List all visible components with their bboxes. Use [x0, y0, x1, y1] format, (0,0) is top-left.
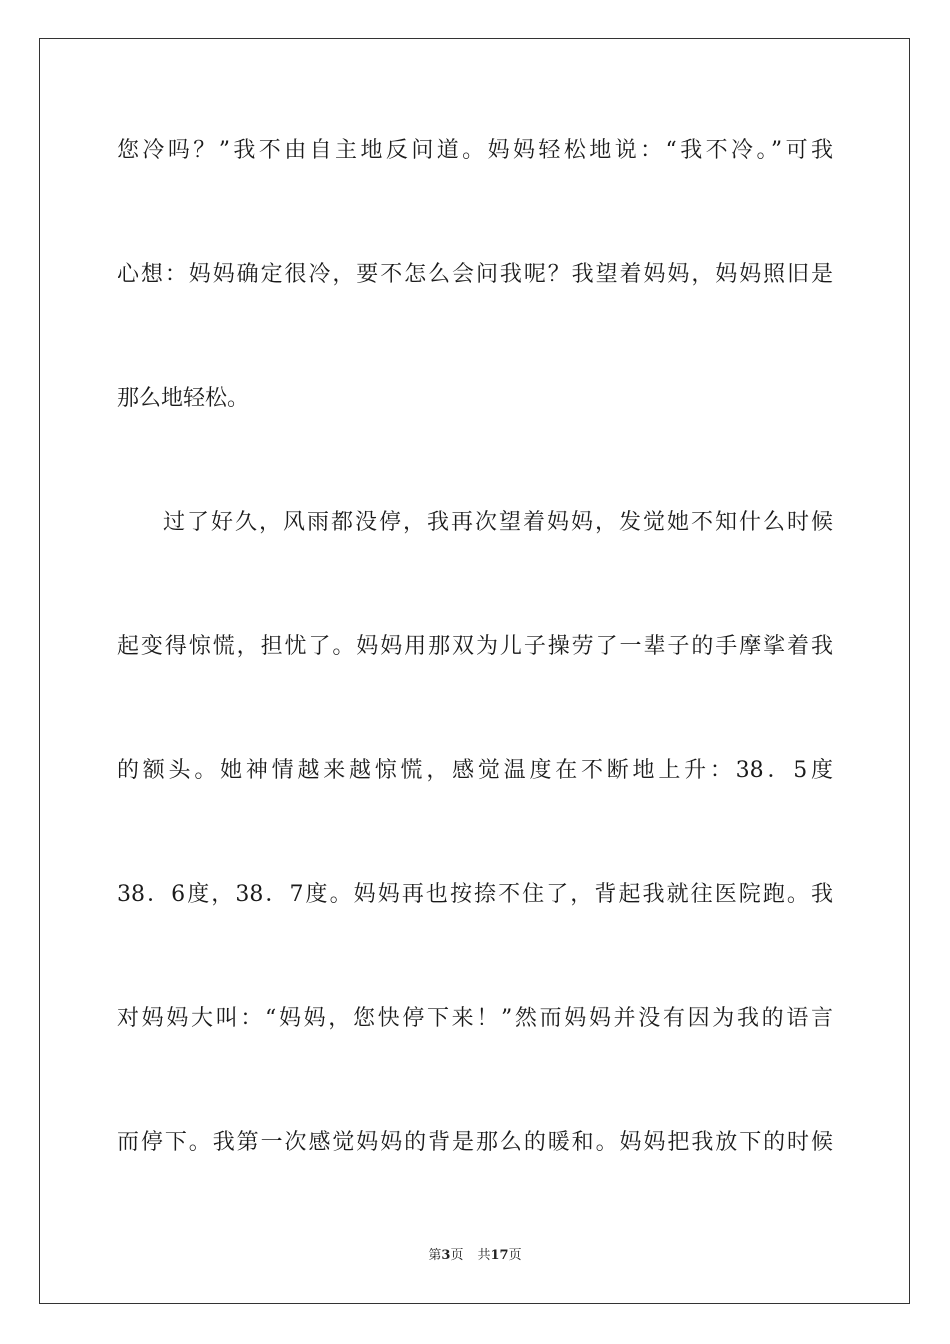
- text-line-2: 心想：妈妈确定很冷，要不怎么会问我呢？我望着妈妈，妈妈照旧是: [117, 262, 833, 287]
- page-suffix: 页: [450, 1248, 464, 1263]
- text-line-1: 您冷吗？”我不由自主地反问道。妈妈轻松地说：“我不冷。”可我: [117, 138, 833, 163]
- total-suffix: 页: [508, 1248, 522, 1263]
- page-border: [39, 38, 910, 1304]
- text-line-7: 38．6度，38．7度。妈妈再也按捺不住了，背起我就往医院跑。我: [117, 882, 833, 907]
- text-line-4: 过了好久，风雨都没停，我再次望着妈妈，发觉她不知什么时候: [163, 510, 833, 535]
- page-number: 3: [441, 1248, 451, 1263]
- total-pages: 17: [490, 1248, 509, 1263]
- text-line-3: 那么地轻松。: [117, 386, 250, 411]
- page-prefix: 第: [428, 1248, 442, 1263]
- page-footer: [0, 1247, 950, 1265]
- text-line-5: 起变得惊慌，担忧了。妈妈用那双为儿子操劳了一辈子的手摩挲着我: [117, 634, 833, 659]
- text-line-9: 而停下。我第一次感觉妈妈的背是那么的暖和。妈妈把我放下的时候: [117, 1130, 833, 1155]
- total-prefix: 共: [477, 1248, 491, 1263]
- text-line-8: 对妈妈大叫：“妈妈，您快停下来！”然而妈妈并没有因为我的语言: [117, 1006, 833, 1031]
- text-line-6: 的额头。她神情越来越惊慌，感觉温度在不断地上升：38．5度: [117, 758, 833, 783]
